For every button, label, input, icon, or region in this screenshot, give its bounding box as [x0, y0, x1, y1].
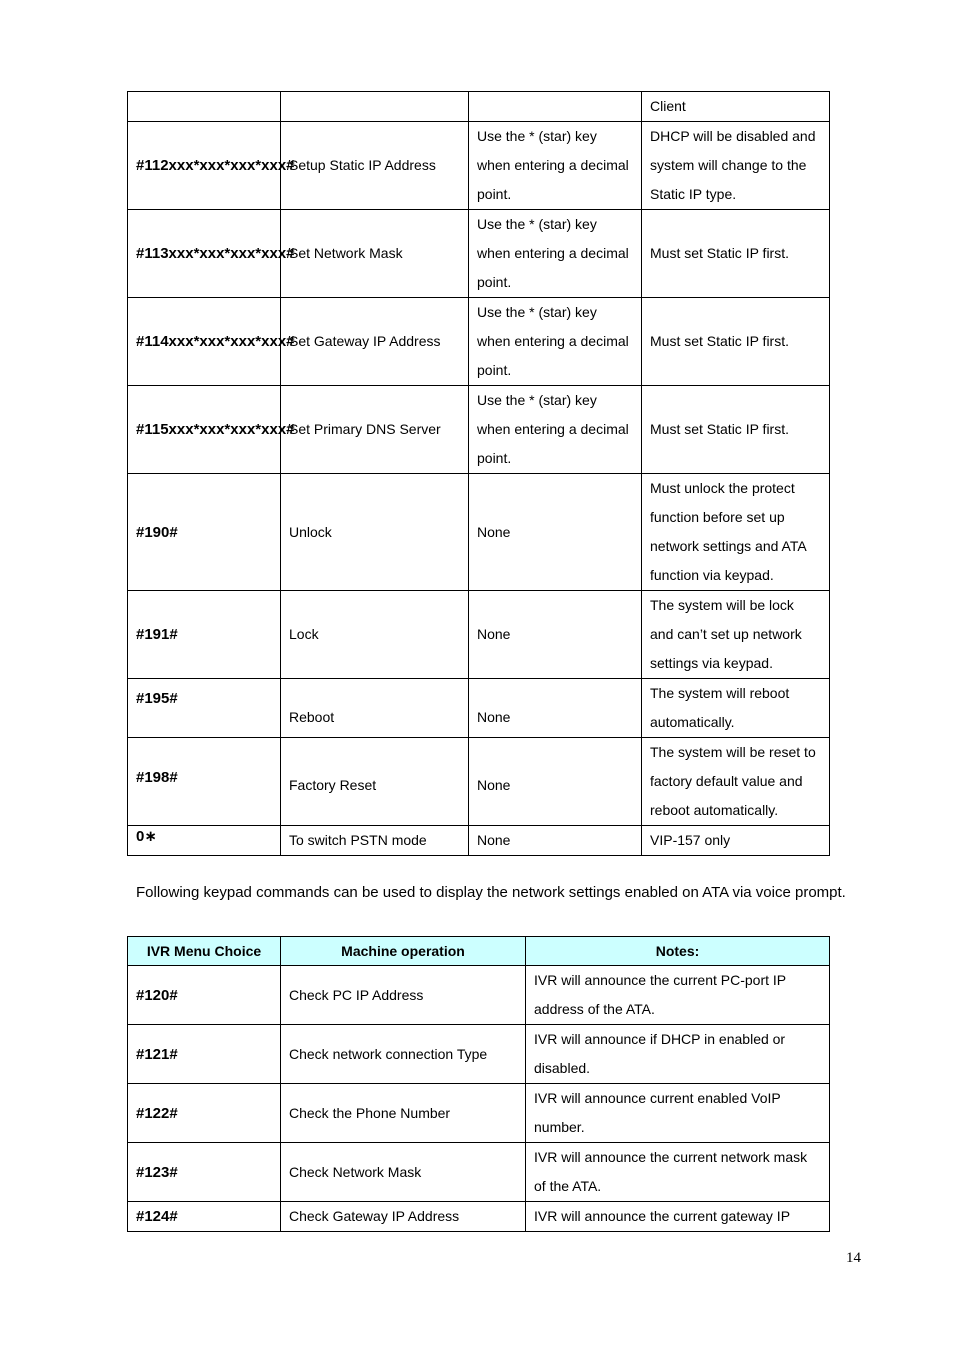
input-cell: None [469, 591, 642, 679]
command-cell: #124# [128, 1202, 281, 1232]
table-row [128, 738, 830, 826]
table-row [128, 1025, 830, 1084]
notes-cell: Must unlock the protect function before set up network settings and ATA function via keypad. [642, 474, 830, 591]
command-cell: #195# [128, 679, 281, 738]
operation-cell: Unlock [281, 474, 469, 591]
input-cell: None [469, 474, 642, 591]
command-cell: #123# [128, 1143, 281, 1202]
notes-cell: Must set Static IP first. [642, 298, 830, 386]
command-cell: 0∗ [128, 826, 281, 856]
command-cell: #121# [128, 1025, 281, 1084]
notes-cell: The system will be reset to factory default value and reboot automatically. [642, 738, 830, 826]
operation-cell: Check Gateway IP Address [281, 1202, 526, 1232]
input-cell [469, 92, 642, 122]
input-cell: Use the * (star) key when entering a decimal point. [469, 298, 642, 386]
operation-cell: Check Network Mask [281, 1143, 526, 1202]
command-cell: #112xxx*xxx*xxx*xxx# [128, 122, 281, 210]
command-cell: #191# [128, 591, 281, 679]
input-cell: Use the * (star) key when entering a decimal point. [469, 122, 642, 210]
table-row [128, 1202, 830, 1232]
command-cell [128, 92, 281, 122]
intro-paragraph: Following keypad commands can be used to display the network settings enabled on ATA via voice prompt. [136, 884, 846, 901]
table-row [128, 298, 830, 386]
table-row [128, 966, 830, 1025]
notes-cell: IVR will announce the current PC-port IP address of the ATA. [526, 966, 830, 1025]
command-cell: #190# [128, 474, 281, 591]
operation-cell: Set Primary DNS Server [281, 386, 469, 474]
operation-cell [281, 92, 469, 122]
table-row [128, 122, 830, 210]
notes-cell: IVR will announce the current gateway IP [526, 1202, 830, 1232]
operation-cell: Set Gateway IP Address [281, 298, 469, 386]
table-row [128, 210, 830, 298]
input-cell: None [469, 679, 642, 738]
command-cell: #115xxx*xxx*xxx*xxx# [128, 386, 281, 474]
input-cell: Use the * (star) key when entering a decimal point. [469, 210, 642, 298]
table-row [128, 474, 830, 591]
operation-cell: Reboot [281, 679, 469, 738]
table-row [128, 1084, 830, 1143]
page-number: 14 [846, 1250, 861, 1266]
operation-cell: Check the Phone Number [281, 1084, 526, 1143]
command-cell: #120# [128, 966, 281, 1025]
command-cell: #113xxx*xxx*xxx*xxx# [128, 210, 281, 298]
operation-cell: Factory Reset [281, 738, 469, 826]
notes-cell: VIP-157 only [642, 826, 830, 856]
table-row [128, 591, 830, 679]
table-row [128, 92, 830, 122]
table-row [128, 679, 830, 738]
operation-cell: Setup Static IP Address [281, 122, 469, 210]
command-cell: #114xxx*xxx*xxx*xxx# [128, 298, 281, 386]
notes-cell: Must set Static IP first. [642, 386, 830, 474]
table-row [128, 386, 830, 474]
command-cell: #198# [128, 738, 281, 826]
operation-cell: Lock [281, 591, 469, 679]
operation-cell: Check network connection Type [281, 1025, 526, 1084]
ivr-commands-table [127, 936, 830, 1232]
operation-cell: Check PC IP Address [281, 966, 526, 1025]
column-header-machine-operation: Machine operation [281, 937, 526, 966]
input-cell: None [469, 738, 642, 826]
notes-cell: Must set Static IP first. [642, 210, 830, 298]
notes-cell: The system will be lock and can’t set up network settings via keypad. [642, 591, 830, 679]
table-row [128, 1143, 830, 1202]
operation-cell: Set Network Mask [281, 210, 469, 298]
operation-cell: To switch PSTN mode [281, 826, 469, 856]
keypad-commands-table [127, 91, 830, 856]
command-cell: #122# [128, 1084, 281, 1143]
notes-cell: The system will reboot automatically. [642, 679, 830, 738]
column-header-notes: Notes: [526, 937, 830, 966]
input-cell: None [469, 826, 642, 856]
input-cell: Use the * (star) key when entering a decimal point. [469, 386, 642, 474]
table-row [128, 826, 830, 856]
notes-cell: IVR will announce if DHCP in enabled or disabled. [526, 1025, 830, 1084]
notes-cell: IVR will announce current enabled VoIP number. [526, 1084, 830, 1143]
notes-cell: IVR will announce the current network mask of the ATA. [526, 1143, 830, 1202]
table-header-row [128, 937, 830, 966]
column-header-ivr-menu-choice: IVR Menu Choice [128, 937, 281, 966]
notes-cell: DHCP will be disabled and system will change to the Static IP type. [642, 122, 830, 210]
notes-cell: Client [642, 92, 830, 122]
